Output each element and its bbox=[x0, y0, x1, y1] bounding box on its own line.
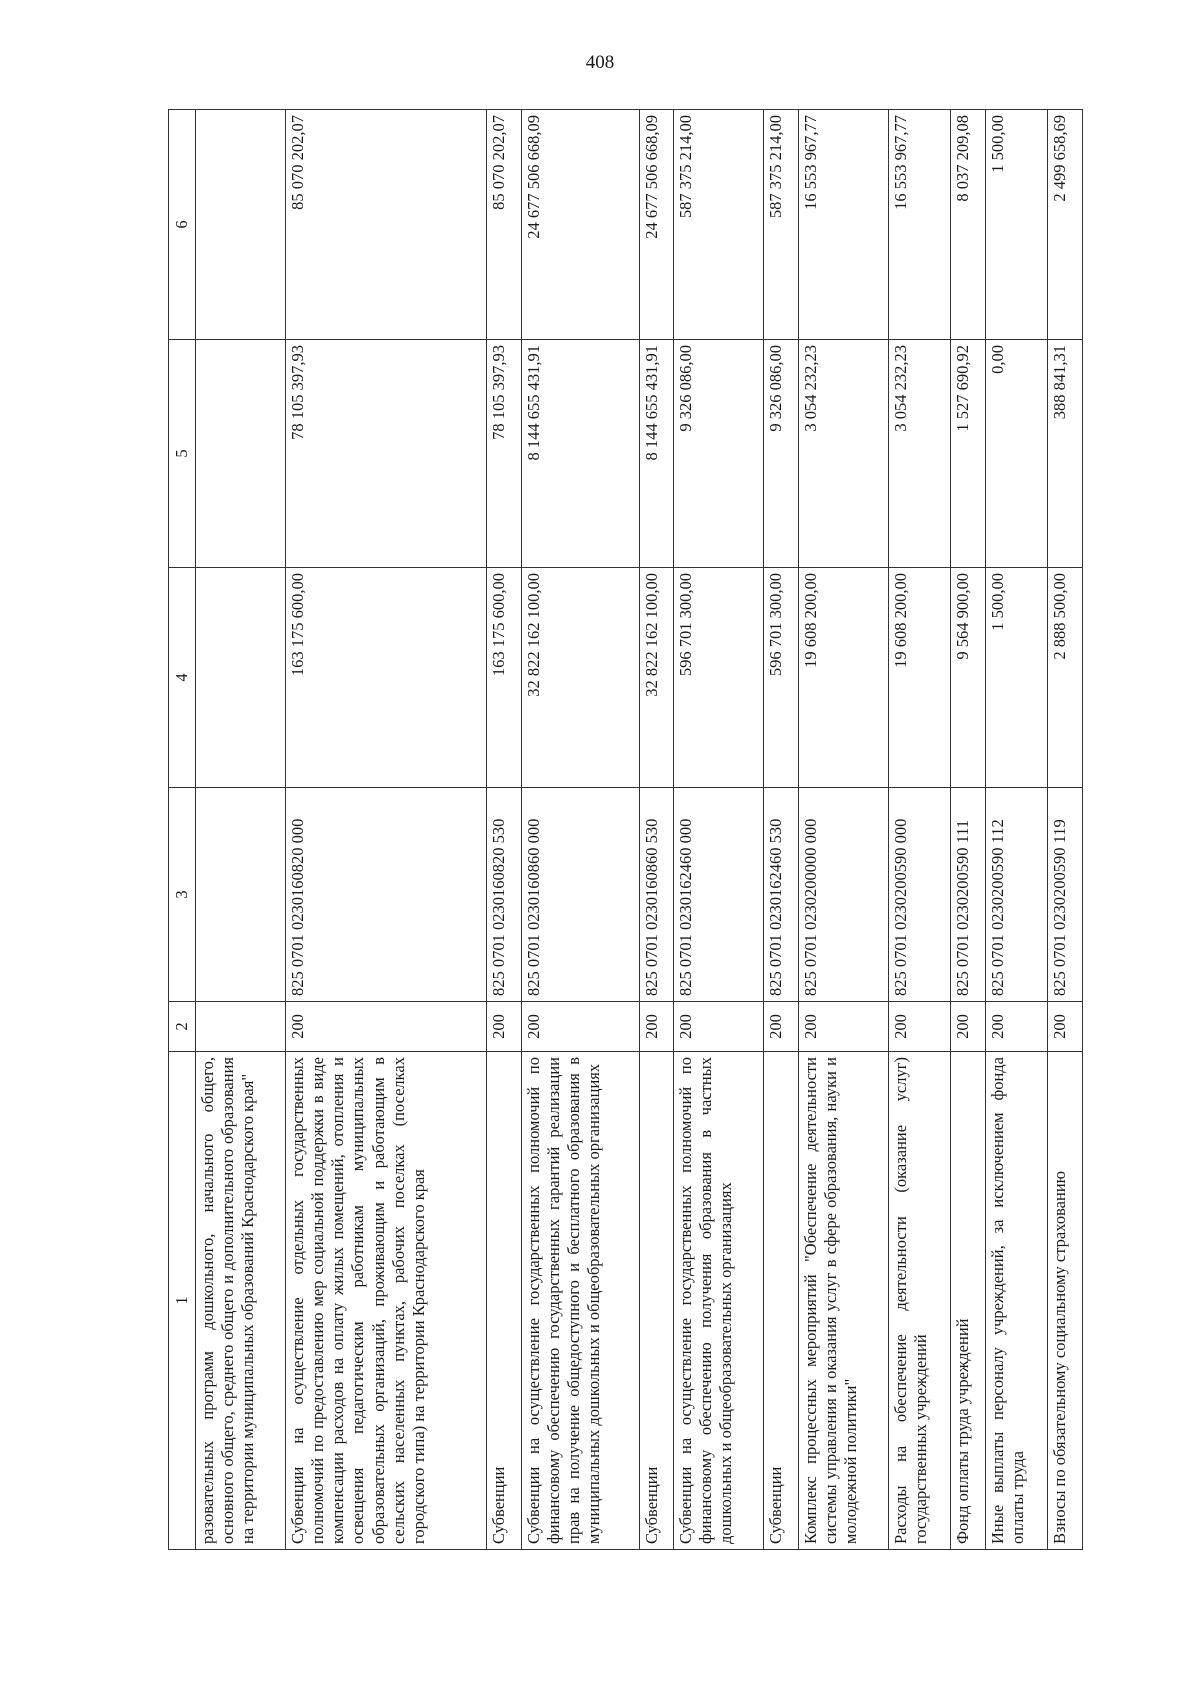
plan-cell: 163 175 600,00 bbox=[286, 568, 487, 788]
description-cell: Субвенции bbox=[764, 1052, 799, 1550]
plan-cell: 596 701 300,00 bbox=[674, 568, 764, 788]
code-cell: 200 bbox=[487, 1002, 522, 1052]
kbk-cell: 825 0701 0230200590 112 bbox=[986, 788, 1048, 1002]
kbk-cell: 825 0701 0230162460 530 bbox=[764, 788, 799, 1002]
budget-table bbox=[168, 109, 1083, 1550]
kbk-cell: 825 0701 0230200590 111 bbox=[951, 788, 986, 1002]
description-cell: Субвенции на осуществление государственных полномочий по финансовому обеспечению получения образования в частных дошкольных и общеобразовательных организациях bbox=[674, 1052, 764, 1550]
table-row bbox=[674, 110, 764, 1550]
remainder-cell: 85 070 202,07 bbox=[487, 110, 522, 340]
table-body bbox=[169, 110, 1083, 1550]
description-cell: Субвенции bbox=[639, 1052, 674, 1550]
code-cell: 200 bbox=[798, 1002, 888, 1052]
table-row bbox=[639, 110, 674, 1550]
plan-cell: 1 500,00 bbox=[986, 568, 1048, 788]
remainder-cell: 8 037 209,08 bbox=[951, 110, 986, 340]
table-row bbox=[487, 110, 522, 1550]
header-row bbox=[169, 110, 196, 1550]
kbk-cell: 825 0701 0230160820 530 bbox=[487, 788, 522, 1002]
kbk-cell bbox=[196, 788, 286, 1002]
executed-cell: 8 144 655 431,91 bbox=[521, 340, 639, 568]
plan-cell: 19 608 200,00 bbox=[889, 568, 951, 788]
executed-cell: 8 144 655 431,91 bbox=[639, 340, 674, 568]
header-cell: 2 bbox=[169, 1002, 196, 1052]
code-cell: 200 bbox=[889, 1002, 951, 1052]
description-cell: Субвенции на осуществление отдельных государственных полномочий по предоставлению мер социальной поддержки в виде компенсации расходов на оплату жилых помещений, отопления и освещения педагогическим работникам муниципальных образовательных организаций, проживающим и работающим в сельских населенных пунктах, рабочих поселках (поселках городского типа) на территории Краснодарского края bbox=[286, 1052, 487, 1550]
code-cell: 200 bbox=[764, 1002, 799, 1052]
kbk-cell: 825 0701 0230160860 530 bbox=[639, 788, 674, 1002]
table-row bbox=[196, 110, 286, 1550]
plan-cell: 596 701 300,00 bbox=[764, 568, 799, 788]
plan-cell: 19 608 200,00 bbox=[798, 568, 888, 788]
executed-cell: 9 326 086,00 bbox=[674, 340, 764, 568]
code-cell: 200 bbox=[286, 1002, 487, 1052]
header-cell: 3 bbox=[169, 788, 196, 1002]
kbk-cell: 825 0701 0230162460 000 bbox=[674, 788, 764, 1002]
table-row bbox=[889, 110, 951, 1550]
remainder-cell bbox=[196, 110, 286, 340]
plan-cell: 163 175 600,00 bbox=[487, 568, 522, 788]
description-cell: Расходы на обеспечение деятельности (оказание услуг) государственных учреждений bbox=[889, 1052, 951, 1550]
table-row bbox=[951, 110, 986, 1550]
remainder-cell: 587 375 214,00 bbox=[674, 110, 764, 340]
code-cell: 200 bbox=[521, 1002, 639, 1052]
remainder-cell: 24 677 506 668,09 bbox=[639, 110, 674, 340]
executed-cell: 78 105 397,93 bbox=[286, 340, 487, 568]
page-number: 408 bbox=[585, 52, 615, 73]
code-cell: 200 bbox=[1048, 1002, 1083, 1052]
table-row bbox=[286, 110, 487, 1550]
remainder-cell: 16 553 967,77 bbox=[889, 110, 951, 340]
header-cell: 6 bbox=[169, 110, 196, 340]
kbk-cell: 825 0701 0230200590 119 bbox=[1048, 788, 1083, 1002]
executed-cell: 0,00 bbox=[986, 340, 1048, 568]
code-cell bbox=[196, 1002, 286, 1052]
table-row bbox=[1048, 110, 1083, 1550]
code-cell: 200 bbox=[639, 1002, 674, 1052]
rotated-table-wrapper bbox=[168, 110, 1083, 1550]
kbk-cell: 825 0701 0230200590 000 bbox=[889, 788, 951, 1002]
table-row bbox=[521, 110, 639, 1550]
executed-cell: 3 054 232,23 bbox=[889, 340, 951, 568]
executed-cell: 388 841,31 bbox=[1048, 340, 1083, 568]
remainder-cell: 1 500,00 bbox=[986, 110, 1048, 340]
kbk-cell: 825 0701 0230160860 000 bbox=[521, 788, 639, 1002]
code-cell: 200 bbox=[674, 1002, 764, 1052]
executed-cell: 1 527 690,92 bbox=[951, 340, 986, 568]
remainder-cell: 85 070 202,07 bbox=[286, 110, 487, 340]
description-cell: Иные выплаты персоналу учреждений, за исключением фонда оплаты труда bbox=[986, 1052, 1048, 1550]
executed-cell: 9 326 086,00 bbox=[764, 340, 799, 568]
table-row bbox=[798, 110, 888, 1550]
kbk-cell: 825 0701 0230200000 000 bbox=[798, 788, 888, 1002]
table-row bbox=[986, 110, 1048, 1550]
description-cell: Фонд оплаты труда учреждений bbox=[951, 1052, 986, 1550]
description-cell: Субвенции bbox=[487, 1052, 522, 1550]
executed-cell bbox=[196, 340, 286, 568]
description-cell: Комплекс процессных мероприятий "Обеспечение деятельности системы управления и оказания услуг в сфере образования, науки и молодежной политики" bbox=[798, 1052, 888, 1550]
header-cell: 5 bbox=[169, 340, 196, 568]
table-row bbox=[764, 110, 799, 1550]
remainder-cell: 2 499 658,69 bbox=[1048, 110, 1083, 340]
plan-cell: 2 888 500,00 bbox=[1048, 568, 1083, 788]
plan-cell: 9 564 900,00 bbox=[951, 568, 986, 788]
header-cell: 4 bbox=[169, 568, 196, 788]
plan-cell bbox=[196, 568, 286, 788]
code-cell: 200 bbox=[986, 1002, 1048, 1052]
description-cell: Субвенции на осуществление государственных полномочий по финансовому обеспечению государственных гарантий реализации прав на получение общедоступного и бесплатного образования в муниципальных дошкольных и общеобразовательных организациях bbox=[521, 1052, 639, 1550]
plan-cell: 32 822 162 100,00 bbox=[639, 568, 674, 788]
description-cell: разовательных программ дошкольного, начального общего, основного общего, среднего общего и дополнительного образования на территории муниципальных образований Краснодарского края" bbox=[196, 1052, 286, 1550]
description-cell: Взносы по обязательному социальному страхованию bbox=[1048, 1052, 1083, 1550]
kbk-cell: 825 0701 0230160820 000 bbox=[286, 788, 487, 1002]
remainder-cell: 24 677 506 668,09 bbox=[521, 110, 639, 340]
code-cell: 200 bbox=[951, 1002, 986, 1052]
executed-cell: 3 054 232,23 bbox=[798, 340, 888, 568]
executed-cell: 78 105 397,93 bbox=[487, 340, 522, 568]
plan-cell: 32 822 162 100,00 bbox=[521, 568, 639, 788]
header-cell: 1 bbox=[169, 1052, 196, 1550]
remainder-cell: 587 375 214,00 bbox=[764, 110, 799, 340]
remainder-cell: 16 553 967,77 bbox=[798, 110, 888, 340]
